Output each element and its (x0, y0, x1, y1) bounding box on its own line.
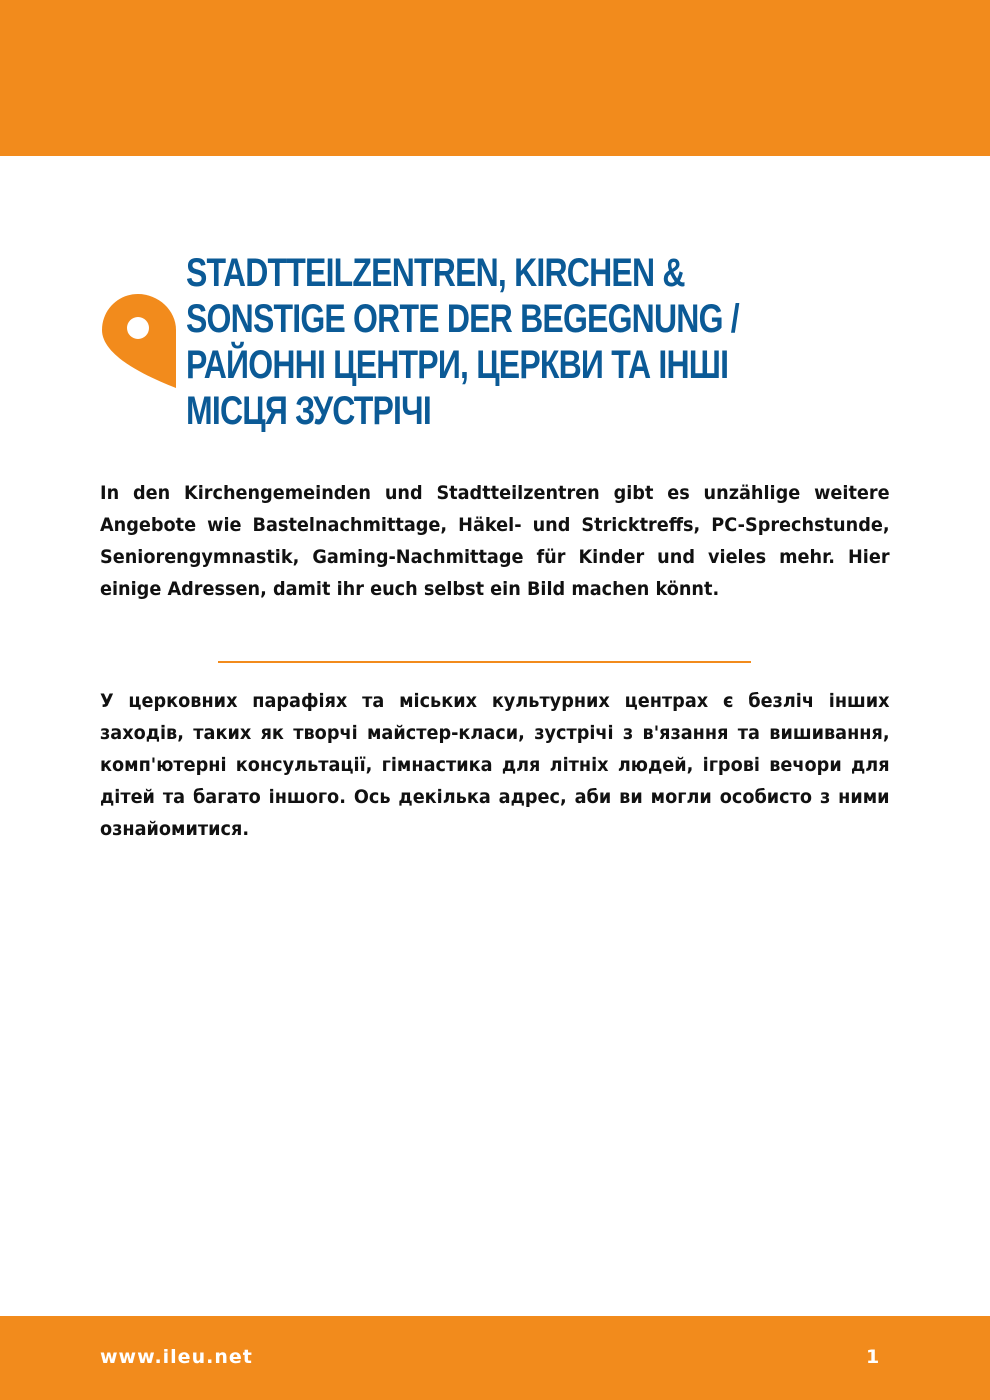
page-title: STADTTEILZENTREN, KIRCHEN & SONSTIGE ORTE DER BEGEGNUNG / РАЙОННІ ЦЕНТРИ, ЦЕРКВИ ТА ІНШІ МІСЦЯ ЗУСТРІЧІ (186, 251, 739, 433)
top-orange-band (0, 0, 990, 156)
section-divider (218, 661, 751, 663)
page-number: 1 (866, 1346, 880, 1368)
section-header (100, 250, 900, 433)
ukrainian-paragraph: У церковних парафіях та міських культурних центрах є безліч інших заходів, таких як творчі майстер-класи, зустрічі з в'язання та вишивання, комп'ютерні консультації, гімнастика для літніх людей, ігрові вечори для дітей та багато іншого. Ось декілька адрес, аби ви могли особисто з ними ознайомитися. (100, 690, 890, 840)
location-pin-icon (100, 290, 180, 390)
german-paragraph: In den Kirchengemeinden und Stadtteilzentren gibt es unzählige weitere Angebote wie Bastelnachmittage, Häkel- und Stricktreffs, PC-Sprechstunde, Seniorengymnastik, Gaming-Nachmittage für Kinder und vieles mehr. Hier einige Adressen, damit ihr euch selbst ein Bild machen könnt. (100, 482, 890, 600)
footer-website-link[interactable]: www.ileu.net (100, 1346, 253, 1368)
